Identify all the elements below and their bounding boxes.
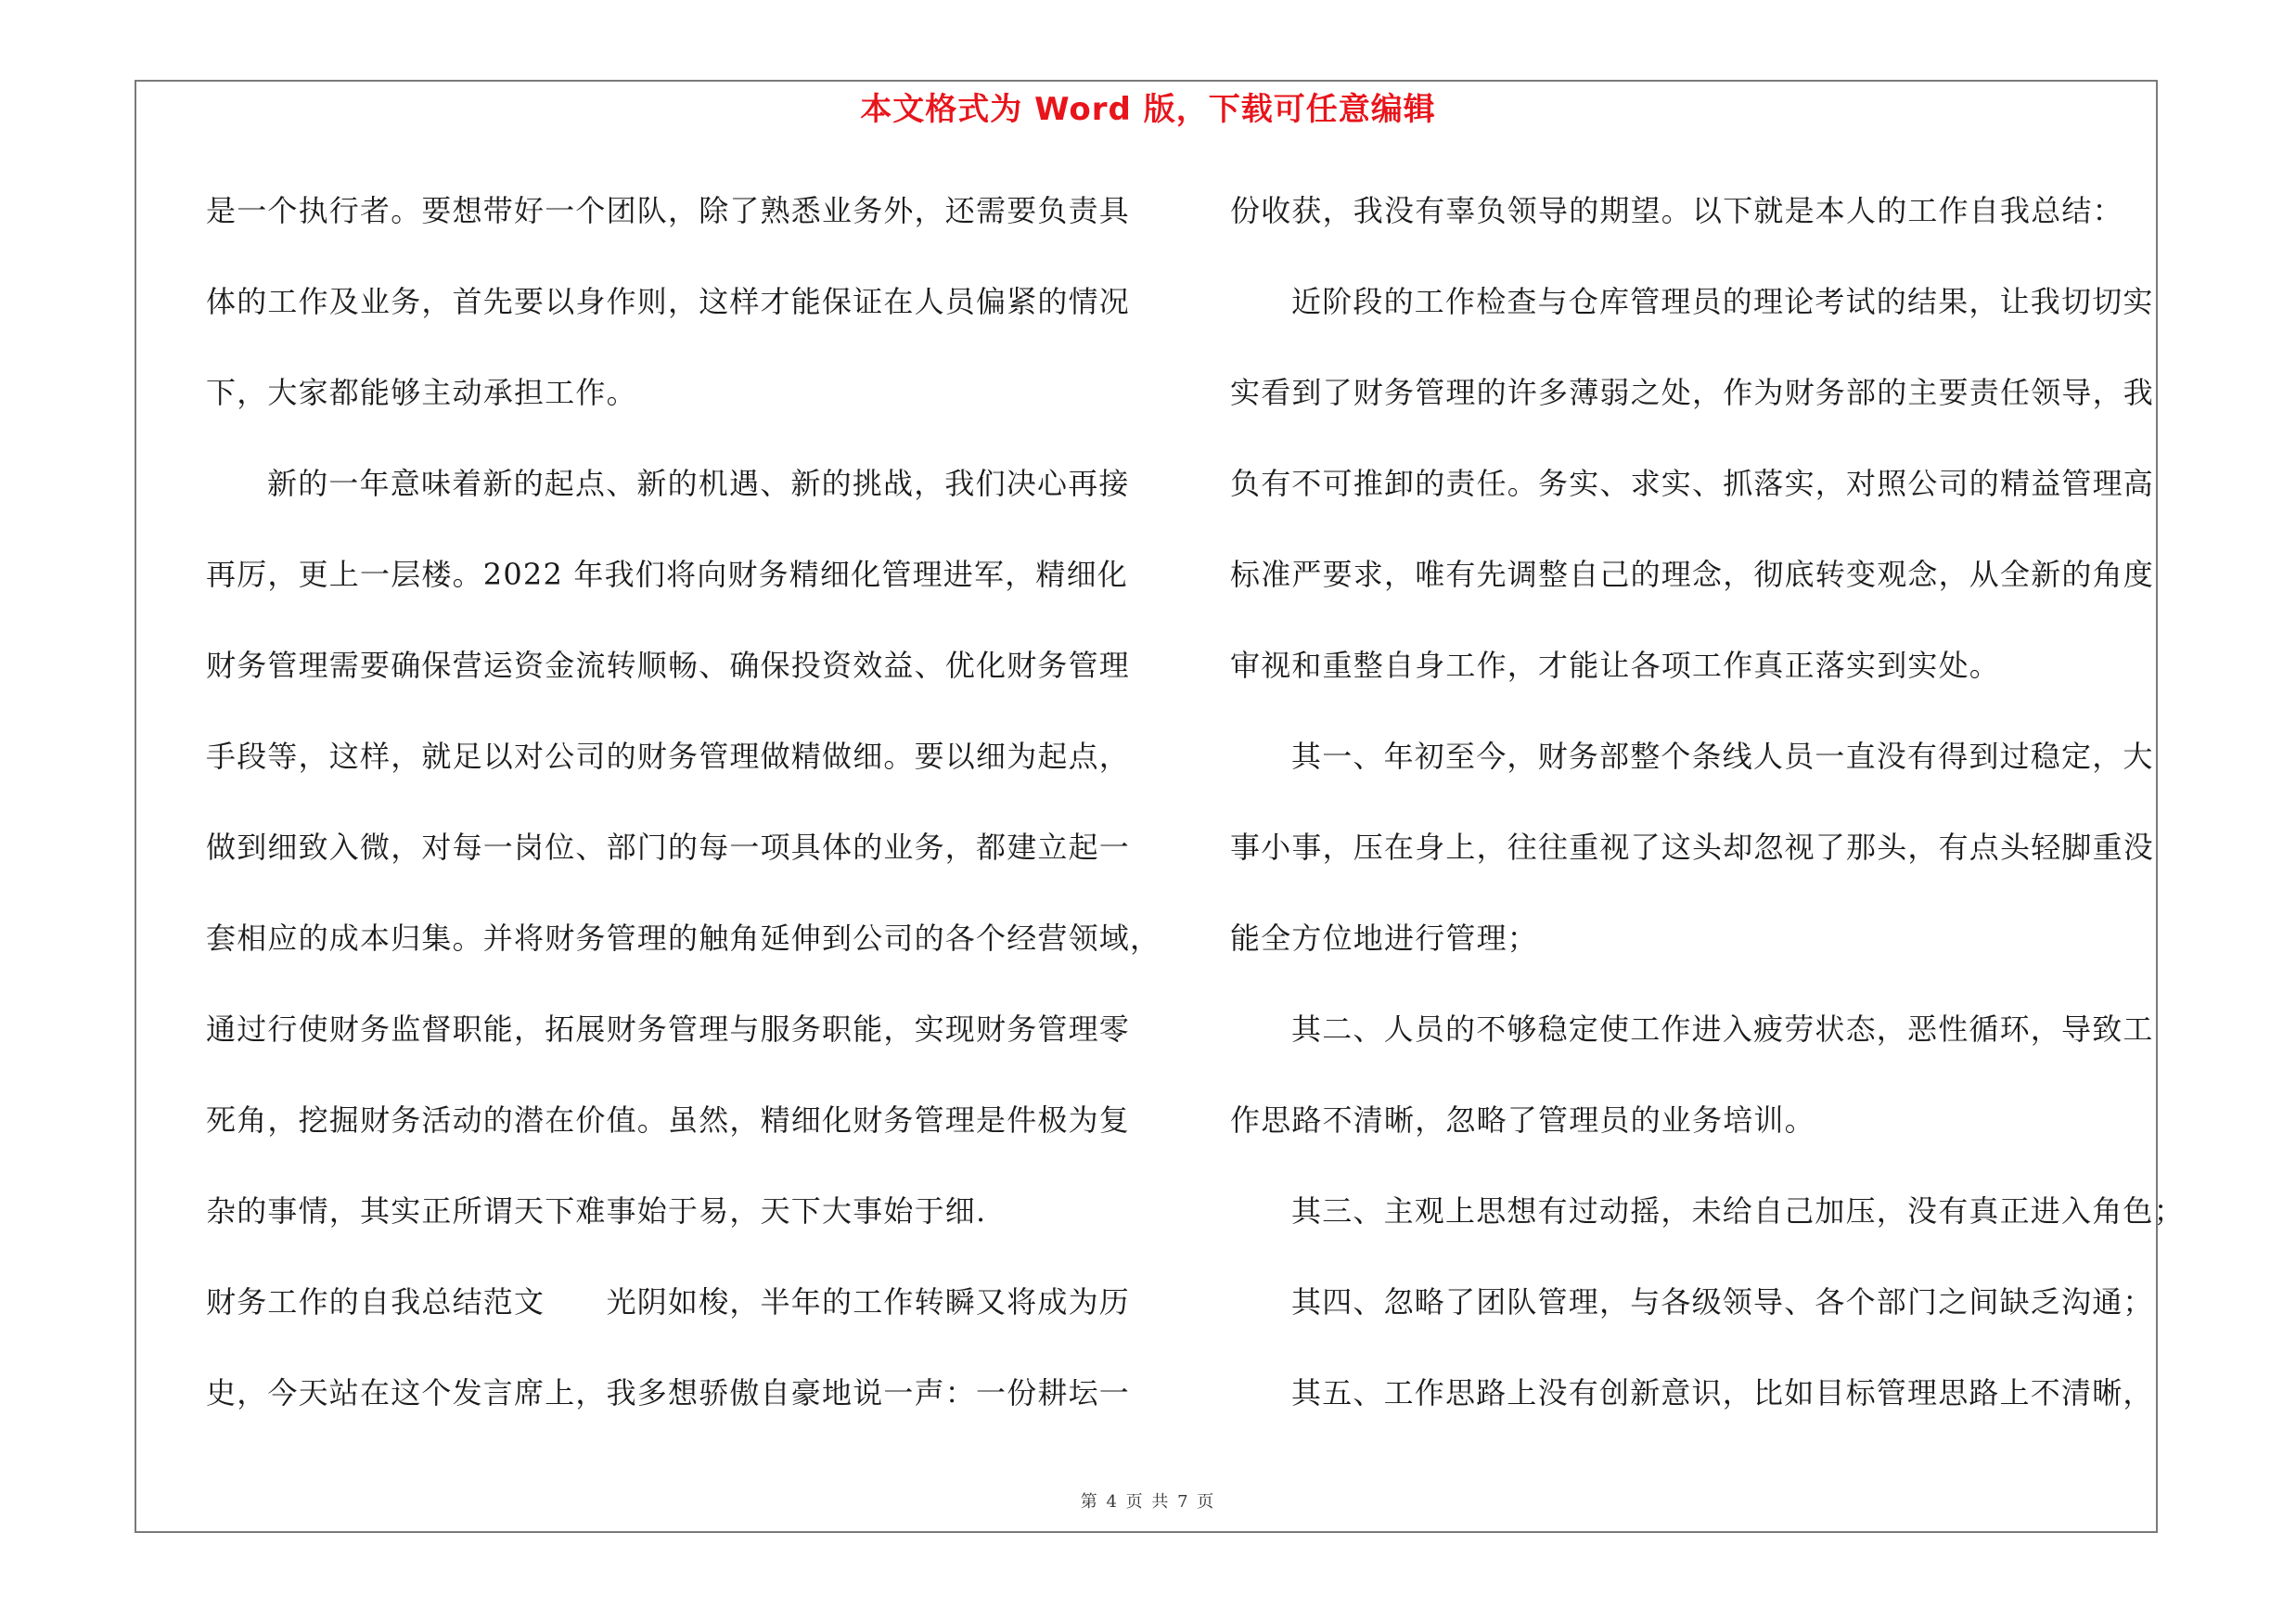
text-line: 再厉，更上一层楼。2022 年我们将向财务精细化管理进军，精细化: [206, 557, 1129, 592]
text-line: 是一个执行者。要想带好一个团队，除了熟悉业务外，还需要负责具: [206, 193, 1131, 228]
text-line: 实看到了财务管理的许多薄弱之处，作为财务部的主要责任领导，我: [1230, 375, 2155, 410]
text-line: 通过行使财务监督职能，拓展财务管理与服务职能，实现财务管理零: [206, 1011, 1131, 1047]
text-line: 做到细致入微，对每一岗位、部门的每一项具体的业务，都建立起一: [206, 830, 1131, 865]
text-line: 其四、忽略了团队管理，与各级领导、各个部门之间缺乏沟通；: [1291, 1284, 2154, 1320]
text-line: 能全方位地进行管理；: [1230, 921, 1539, 956]
text-line: 其二、人员的不够稳定使工作进入疲劳状态，恶性循环，导致工: [1291, 1011, 2154, 1047]
text-line: 杂的事情，其实正所谓天下难事始于易，天下大事始于细.: [206, 1193, 987, 1229]
document-banner: 本文格式为 Word 版，下载可任意编辑: [860, 91, 1436, 128]
text-line: 手段等，这样，就足以对公司的财务管理做精做细。要以细为起点，: [206, 739, 1131, 774]
text-line: 体的工作及业务，首先要以身作则，这样才能保证在人员偏紧的情况: [206, 284, 1131, 319]
text-line: 死角，挖掘财务活动的潜在价值。虽然，精细化财务管理是件极为复: [206, 1102, 1131, 1138]
text-line: 事小事，压在身上，往往重视了这头却忽视了那头，有点头轻脚重没: [1230, 830, 2155, 865]
text-line: 审视和重整自身工作，才能让各项工作真正落实到实处。: [1230, 648, 2001, 683]
text-line: 其一、年初至今，财务部整个条线人员一直没有得到过稳定，大: [1291, 739, 2154, 774]
text-line: 套相应的成本归集。并将财务管理的触角延伸到公司的各个经营领域，: [206, 921, 1161, 956]
text-line: 史，今天站在这个发言席上，我多想骄傲自豪地说一声：一份耕坛一: [206, 1375, 1131, 1410]
text-line: 新的一年意味着新的起点、新的机遇、新的挑战，我们决心再接: [267, 466, 1130, 501]
text-line: 其五、工作思路上没有创新意识，比如目标管理思路上不清晰，: [1291, 1375, 2154, 1410]
text-line: 财务工作的自我总结范文 光阴如梭，半年的工作转瞬又将成为历: [206, 1284, 1131, 1320]
text-line: 财务管理需要确保营运资金流转顺畅、确保投资效益、优化财务管理: [206, 648, 1131, 683]
text-line: 份收获，我没有辜负领导的期望。以下就是本人的工作自我总结：: [1230, 193, 2123, 228]
text-line: 负有不可推卸的责任。务实、求实、抓落实，对照公司的精益管理高: [1230, 466, 2155, 501]
text-line: 其三、主观上思想有过动摇，未给自己加压，没有真正进入角色；: [1291, 1193, 2185, 1229]
left-text-column: [206, 181, 1161, 1454]
text-line: 标准严要求，唯有先调整自己的理念，彻底转变观念，从全新的角度: [1230, 557, 2155, 592]
text-line: 下，大家都能够主动承担工作。: [206, 375, 637, 410]
page-number-footer: 第 4 页 共 7 页: [1080, 1492, 1216, 1512]
text-line: 作思路不清晰，忽略了管理员的业务培训。: [1230, 1102, 1815, 1138]
text-line: 近阶段的工作检查与仓库管理员的理论考试的结果，让我切切实: [1291, 284, 2154, 319]
right-text-column: [1230, 181, 2185, 1454]
